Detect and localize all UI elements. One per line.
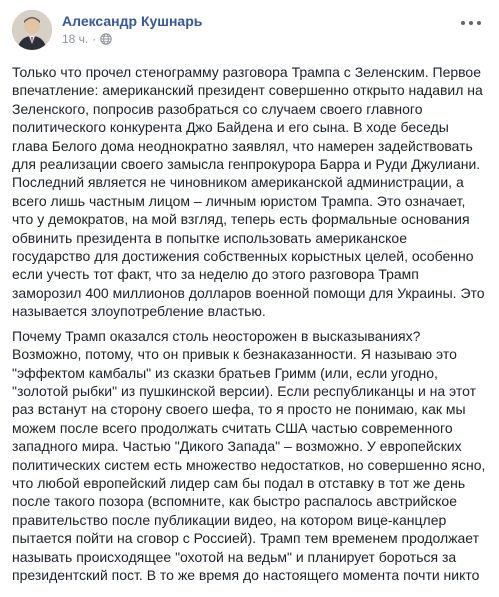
- more-options-icon[interactable]: [461, 16, 481, 30]
- avatar-photo: [12, 10, 52, 50]
- post-header: [12, 10, 487, 52]
- post-meta: [62, 32, 112, 46]
- meta-separator: ·: [92, 32, 97, 46]
- post-paragraph: Только что прочел стенограмму разговора Трампа с Зеленским. Первое впечатление: американский президент совершенно открыто надавил на Зеленского, попросив разобраться со случаем своего главного политического конкурента Джо Байдена и его сына. В ходе беседы глава Белого дома неоднократно заявлял, что намерен задействовать для реализации своего замысла генпрокурора Барра и Руди Джулиани. Последний является не чиновником американской администрации, а всего лишь частным лицом – личным юристом Трампа. Это означает, что у демократов, на мой взгляд, теперь есть формальные основания обвинить президента в попытке использовать американское государство для достижения собственных корыстных целей, особенно если учесть тот факт, что за неделю до этого разговора Трамп заморозил 400 миллионов долларов военной помощи для Украины. Это называется злоупотребление властью.: [12, 64, 485, 320]
- post-paragraph: Почему Трамп оказался столь неосторожен в высказываниях? Возможно, потому, что он привык к безнаказанности. Я называю это "эффектом камбалы" из сказки братьев Гримм (или, если угодно, "золотой рыбки" из пушкинской версии). Если республиканцы и на этот раз встанут на сторону своего шефа, то я просто не понимаю, как мы можем после всего продолжать считать США частью современного западного мира. Частью "Дикого Запада" – возможно. У европейских политических систем есть множество недостатков, но совершенно ясно, что любой европейский лидер сам бы подал в отставку в тот же день после такого позора (вспомните, как быстро распалось австрийское правительство после публикации видео, на котором вице-канцлер пытается пойти на сговор с Россией). Трамп тем временем продолжает называть происходящее "охотой на ведьм" и планирует бороться за президентский пост. В то же время до настоящего момента почти никто: [12, 327, 486, 583]
- author-name[interactable]: Александр Кушнарь: [62, 13, 203, 29]
- globe-icon: [100, 33, 112, 45]
- avatar[interactable]: [12, 10, 52, 50]
- post-timestamp[interactable]: 18 ч.: [62, 32, 89, 46]
- post-body: [12, 63, 488, 590]
